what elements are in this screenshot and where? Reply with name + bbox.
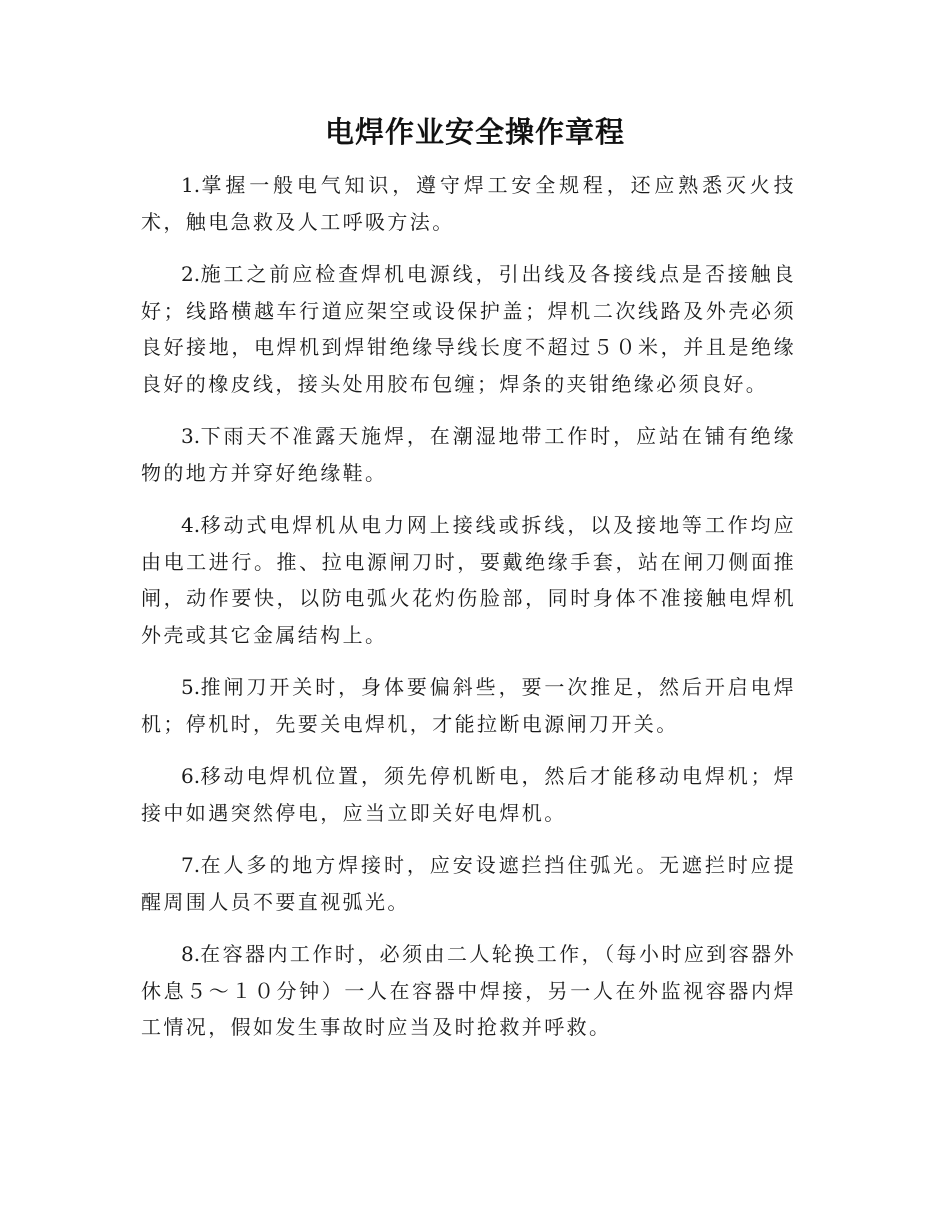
paragraph-text: 移动式电焊机从电力网上接线或拆线，以及接地等工作均应由电工进行。推、拉电源闸刀时，要戴绝缘手套，站在闸刀侧面推闸，动作要快，以防电弧火花灼伤脸部，同时身体不准接触电焊机外壳或其它金属结构上。 <box>141 513 796 647</box>
paragraph-5 <box>141 669 796 742</box>
paragraph-text: 推闸刀开关时，身体要偏斜些，要一次推足，然后开启电焊机；停机时，先要关电焊机，才能拉断电源闸刀开关。 <box>141 675 796 736</box>
paragraph-number: 2. <box>181 262 201 286</box>
paragraph-text: 下雨天不准露天施焊，在潮湿地带工作时，应站在铺有绝缘物的地方并穿好绝缘鞋。 <box>141 424 796 485</box>
paragraph-number: 8. <box>181 942 201 966</box>
document-title: 电焊作业安全操作章程 <box>324 115 625 149</box>
paragraph-number: 7. <box>181 853 201 877</box>
paragraph-text: 掌握一般电气知识，遵守焊工安全规程，还应熟悉灭火技术，触电急救及人工呼吸方法。 <box>141 173 796 234</box>
paragraph-number: 3. <box>181 424 201 448</box>
paragraph-2 <box>141 256 796 402</box>
paragraph-number: 4. <box>181 513 201 537</box>
paragraph-1 <box>141 167 796 240</box>
paragraph-7 <box>141 847 796 920</box>
paragraph-text: 移动电焊机位置，须先停机断电，然后才能移动电焊机；焊接中如遇突然停电，应当立即关好电焊机。 <box>141 764 796 825</box>
paragraph-number: 1. <box>181 173 201 197</box>
paragraph-text: 在人多的地方焊接时，应安设遮拦挡住弧光。无遮拦时应提醒周围人员不要直视弧光。 <box>141 853 796 914</box>
paragraph-8 <box>141 936 796 1046</box>
paragraph-3 <box>141 418 796 491</box>
paragraph-6 <box>141 758 796 831</box>
paragraph-text: 在容器内工作时，必须由二人轮换工作，（每小时应到容器外休息５～１０分钟）一人在容器中焊接，另一人在外监视容器内焊工情况，假如发生事故时应当及时抢救并呼救。 <box>141 942 796 1039</box>
paragraph-number: 6. <box>181 764 201 788</box>
paragraph-4 <box>141 507 796 653</box>
paragraph-number: 5. <box>181 675 201 699</box>
paragraph-text: 施工之前应检查焊机电源线，引出线及各接线点是否接触良好；线路横越车行道应架空或设保护盖；焊机二次线路及外壳必须良好接地，电焊机到焊钳绝缘导线长度不超过５０米，并且是绝缘良好的橡皮线，接头处用胶布包缠；焊条的夹钳绝缘必须良好。 <box>141 262 796 396</box>
document-body <box>141 167 796 1062</box>
